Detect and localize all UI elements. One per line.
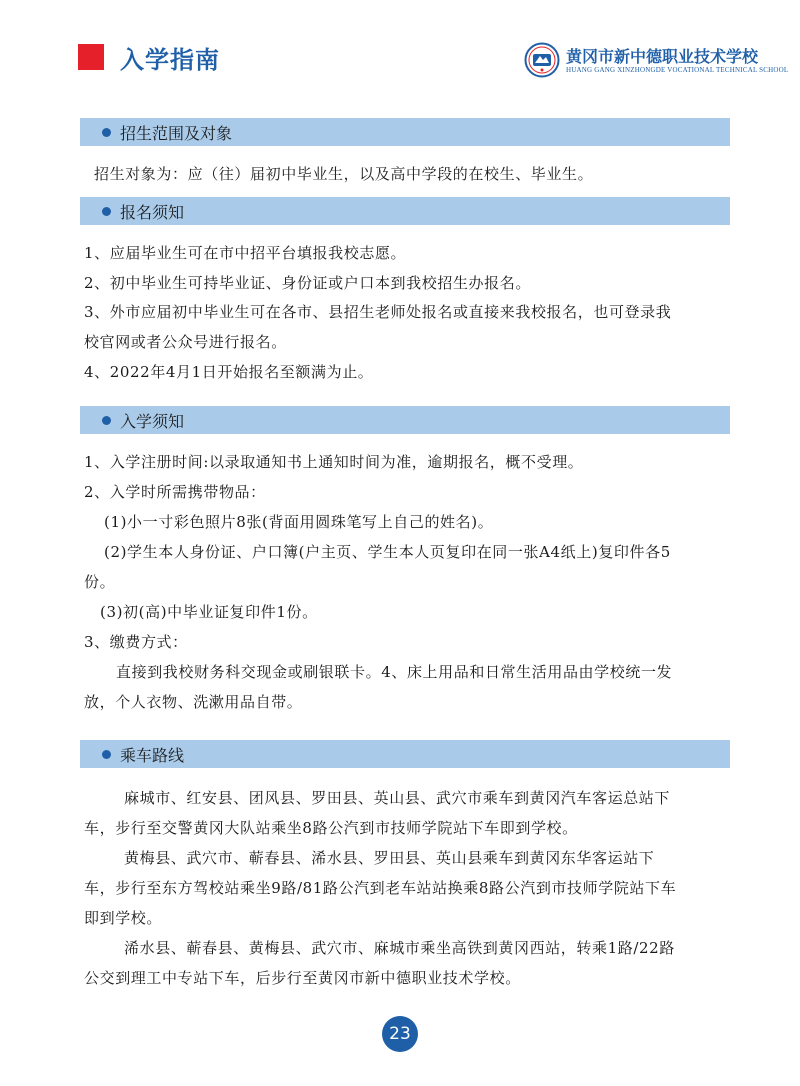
bullet-dot-icon xyxy=(102,750,111,759)
section-header-enrollment xyxy=(80,406,730,434)
list-item: 1、应届毕业生可在市中招平台填报我校志愿。 xyxy=(84,244,407,262)
paragraph-line: 即到学校。 xyxy=(84,909,163,927)
section-header-transport xyxy=(80,740,730,768)
section-title: 乘车路线 xyxy=(120,746,185,765)
section-title: 招生范围及对象 xyxy=(120,124,233,143)
school-emblem-icon xyxy=(524,42,560,78)
list-item: 份。 xyxy=(84,573,116,591)
list-item: 1、入学注册时间:以录取通知书上通知时间为准，逾期报名，概不受理。 xyxy=(84,453,584,471)
list-item: 4、2022年4月1日开始报名至额满为止。 xyxy=(84,363,374,381)
list-item: 直接到我校财务科交现金或刷银联卡。4、床上用品和日常生活用品由学校统一发 xyxy=(116,663,673,681)
school-name: 黄冈市新中德职业技术学校 xyxy=(566,47,759,66)
red-square-marker xyxy=(78,44,104,70)
section-header-registration xyxy=(80,197,730,225)
section-title: 报名须知 xyxy=(120,203,185,222)
list-item: 3、缴费方式： xyxy=(84,633,188,651)
page-title: 入学指南 xyxy=(120,46,220,74)
list-item: (2)学生本人身份证、户口簿(户主页、学生本人页复印在同一张A4纸上)复印件各5 xyxy=(104,543,671,561)
bullet-dot-icon xyxy=(102,207,111,216)
page-number-badge: 23 xyxy=(382,1016,418,1052)
paragraph-line: 黄梅县、武穴市、蕲春县、浠水县、罗田县、英山县乘车到黄冈东华客运站下 xyxy=(124,849,655,867)
school-logo xyxy=(524,42,789,82)
list-item: (3)初(高)中毕业证复印件1份。 xyxy=(100,603,318,621)
school-name-english: HUANG GANG XINZHONGDE VOCATIONAL TECHNICAL SCHOOL xyxy=(566,66,789,74)
list-item: 3、外市应届初中毕业生可在各市、县招生老师处报名或直接来我校报名，也可登录我 xyxy=(84,303,672,321)
paragraph-line: 公交到理工中专站下车，后步行至黄冈市新中德职业技术学校。 xyxy=(84,969,521,987)
bullet-dot-icon xyxy=(102,128,111,137)
section-title: 入学须知 xyxy=(120,412,185,431)
paragraph-line: 车，步行至东方驾校站乘坐9路/81路公汽到老车站站换乘8路公汽到市技师学院站下车 xyxy=(84,879,677,897)
list-item: 2、初中毕业生可持毕业证、身份证或户口本到我校招生办报名。 xyxy=(84,274,531,292)
list-item: 校官网或者公众号进行报名。 xyxy=(84,333,287,351)
paragraph-line: 麻城市、红安县、团风县、罗田县、英山县、武穴市乘车到黄冈汽车客运总站下 xyxy=(124,789,671,807)
page-header xyxy=(0,0,800,100)
paragraph-line: 车，步行至交警黄冈大队站乘坐8路公汽到市技师学院站下车即到学校。 xyxy=(84,819,578,837)
list-item: 2、入学时所需携带物品： xyxy=(84,483,266,501)
paragraph-line: 浠水县、蕲春县、黄梅县、武穴市、麻城市乘坐高铁到黄冈西站，转乘1路/22路 xyxy=(124,939,675,957)
bullet-dot-icon xyxy=(102,416,111,425)
section-header-scope xyxy=(80,118,730,146)
list-item: 放，个人衣物、洗漱用品自带。 xyxy=(84,693,303,711)
list-item: (1)小一寸彩色照片8张(背面用圆珠笔写上自己的姓名)。 xyxy=(104,513,494,531)
paragraph-line: 招生对象为：应（往）届初中毕业生，以及高中学段的在校生、毕业生。 xyxy=(94,165,594,183)
